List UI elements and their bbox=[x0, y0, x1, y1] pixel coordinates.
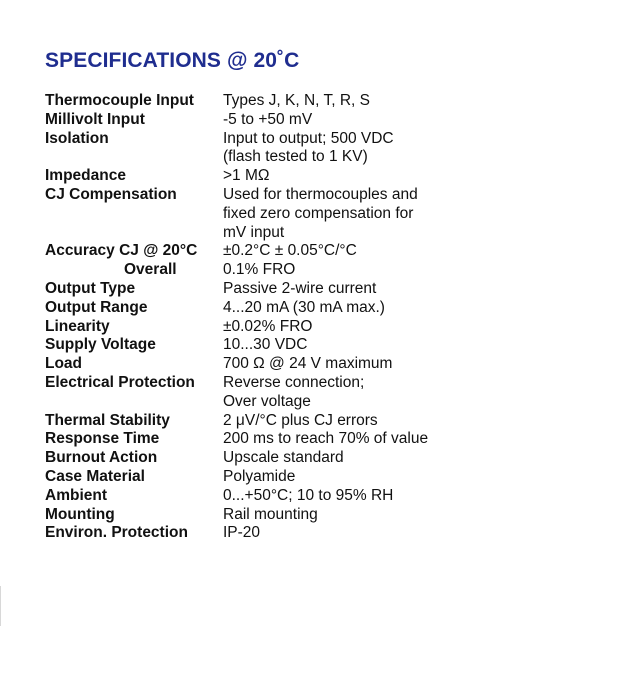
spec-row-supply-voltage bbox=[45, 336, 465, 355]
spec-value-line: Used for thermocouples and bbox=[223, 185, 418, 203]
spec-row-case-material bbox=[45, 468, 465, 487]
spec-label: Overall bbox=[124, 261, 177, 279]
spec-value-line: Reverse connection; bbox=[223, 373, 365, 391]
spec-value-line: 2 μV/°C plus CJ errors bbox=[223, 411, 378, 429]
spec-value-line: >1 MΩ bbox=[223, 167, 270, 185]
spec-row-output-type bbox=[45, 280, 465, 299]
spec-row-millivolt-input bbox=[45, 111, 465, 130]
spec-label: Load bbox=[45, 355, 83, 373]
spec-value bbox=[223, 506, 465, 525]
spec-row-linearity bbox=[45, 318, 465, 337]
spec-value bbox=[223, 524, 465, 543]
spec-value-line: Polyamide bbox=[223, 467, 296, 485]
spec-value-line: Types J, K, N, T, R, S bbox=[223, 92, 371, 109]
page-edge-line bbox=[0, 586, 1, 626]
spec-value-line: 10...30 VDC bbox=[223, 336, 308, 354]
spec-label: Burnout Action bbox=[45, 449, 158, 467]
spec-value bbox=[223, 186, 465, 242]
spec-value bbox=[223, 92, 465, 111]
spec-value bbox=[223, 468, 465, 487]
spec-row-cj-compensation bbox=[45, 186, 465, 242]
spec-label: Isolation bbox=[45, 129, 109, 147]
spec-value bbox=[223, 374, 465, 412]
spec-value bbox=[223, 412, 465, 431]
spec-row-output-range bbox=[45, 299, 465, 318]
spec-value bbox=[223, 167, 465, 186]
spec-value bbox=[223, 430, 465, 449]
spec-label: Supply Voltage bbox=[45, 336, 156, 354]
spec-label: Linearity bbox=[45, 317, 110, 335]
spec-row-burnout-action bbox=[45, 449, 465, 468]
spec-row-environ-protection bbox=[45, 524, 465, 543]
spec-value-line: Input to output; 500 VDC bbox=[223, 129, 394, 147]
spec-value-line: 700 Ω @ 24 V maximum bbox=[223, 355, 393, 373]
spec-label: Case Material bbox=[45, 467, 145, 485]
spec-value bbox=[223, 261, 465, 280]
spec-label: CJ Compensation bbox=[45, 185, 177, 203]
spec-value bbox=[223, 318, 465, 337]
spec-value-line: IP-20 bbox=[223, 524, 261, 542]
page-title: SPECIFICATIONS @ 20˚C bbox=[45, 49, 300, 72]
spec-value-line: Upscale standard bbox=[223, 449, 344, 467]
spec-value bbox=[223, 111, 465, 130]
spec-row-load bbox=[45, 355, 465, 374]
spec-label: Impedance bbox=[45, 167, 126, 185]
spec-value-line: -5 to +50 mV bbox=[223, 110, 313, 128]
spec-row-ambient bbox=[45, 487, 465, 506]
spec-label: Electrical Protection bbox=[45, 373, 195, 391]
spec-value bbox=[223, 280, 465, 299]
spec-value-line: Over voltage bbox=[223, 392, 311, 410]
spec-row-accuracy-cj bbox=[45, 242, 465, 261]
spec-value-line: (flash tested to 1 KV) bbox=[223, 148, 368, 166]
spec-label: Millivolt Input bbox=[45, 110, 145, 128]
spec-value-line: 0...+50°C; 10 to 95% RH bbox=[223, 486, 394, 504]
spec-row-mounting bbox=[45, 506, 465, 525]
spec-value bbox=[223, 487, 465, 506]
spec-row-electrical-protection bbox=[45, 374, 465, 412]
spec-value-line: 200 ms to reach 70% of value bbox=[223, 430, 429, 448]
spec-value-line: 0.1% FRO bbox=[223, 261, 296, 279]
spec-value-line: Rail mounting bbox=[223, 505, 318, 523]
spec-label: Thermal Stability bbox=[45, 411, 170, 429]
spec-label: Environ. Protection bbox=[45, 524, 188, 542]
spec-label: Output Range bbox=[45, 298, 148, 316]
spec-value-line: ±0.02% FRO bbox=[223, 317, 313, 335]
spec-value bbox=[223, 449, 465, 468]
spec-row-thermocouple-input bbox=[45, 92, 465, 111]
spec-label: Thermocouple Input bbox=[45, 92, 194, 109]
spec-value-line: ±0.2°C ± 0.05°C/°C bbox=[223, 242, 357, 260]
spec-row-response-time bbox=[45, 430, 465, 449]
spec-value bbox=[223, 242, 465, 261]
spec-label: Output Type bbox=[45, 279, 136, 297]
spec-label: Ambient bbox=[45, 486, 107, 504]
spec-label: Accuracy CJ @ 20°C bbox=[45, 242, 198, 260]
spec-row-accuracy-overall bbox=[45, 261, 465, 280]
spec-row-thermal-stability bbox=[45, 412, 465, 431]
spec-value-line: Passive 2-wire current bbox=[223, 279, 377, 297]
spec-row-impedance bbox=[45, 167, 465, 186]
spec-value bbox=[223, 355, 465, 374]
spec-value-line: mV input bbox=[223, 223, 285, 241]
spec-label: Mounting bbox=[45, 505, 115, 523]
spec-value bbox=[223, 130, 465, 168]
spec-value-line: fixed zero compensation for bbox=[223, 204, 414, 222]
spec-value bbox=[223, 336, 465, 355]
spec-table bbox=[45, 92, 465, 543]
spec-label: Response Time bbox=[45, 430, 160, 448]
spec-value bbox=[223, 299, 465, 318]
spec-value-line: 4...20 mA (30 mA max.) bbox=[223, 298, 385, 316]
spec-row-isolation bbox=[45, 130, 465, 168]
